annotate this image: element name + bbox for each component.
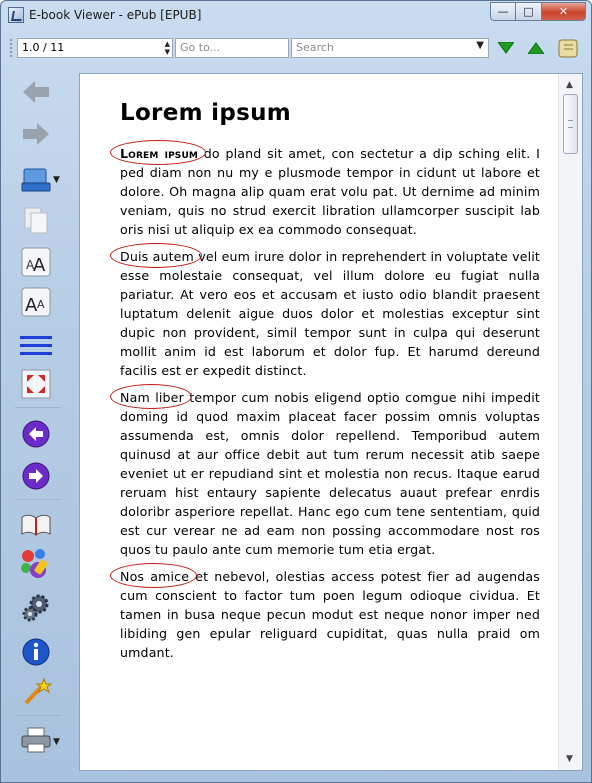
back-arrow-icon [23,80,49,104]
settings-button[interactable] [19,591,53,625]
bookmark-button[interactable] [19,163,53,197]
next-circle-icon [21,461,51,491]
theme-button[interactable] [19,547,53,581]
table-of-contents-button[interactable] [19,329,53,363]
svg-text:A: A [25,295,38,316]
forward-button[interactable] [19,117,53,151]
info-icon [21,637,51,667]
paragraph-text: do pland sit amet, con sectetur a dip sching elit. I ped diam non nu my e plusmode tempor in cidunt ut labore et dolore. Oh magna alip quam erat volu pat. Ut dernime ad minim veniam, quis no strud exercit libration ullamcorper suscipit lab oris nisi ut aliquip ex ea commodo consequat. [120,146,541,237]
font-larger-button[interactable] [19,245,53,279]
page-content [80,74,558,770]
svg-text:A: A [26,258,35,272]
paragraph-4 [120,567,540,662]
paragraph-text: vel eum irure dolor in reprehendert in voluptate velit esse molestaie consequat, vel illum dolore eu fugiat nulla pariatur. At vero eos et accusam et iusto odio blandit praesent luptatum delenit aigue duos dolor et molestias exceptur sint dupic non provident, simil tempor sunt in culpa qui deserunt mollit anim id est laborum et dolor fup. Et harumd dereund facilis est er expedit distinct. [120,249,540,378]
chevron-down-icon[interactable]: ▼ [476,40,484,51]
annotation-circle [110,384,192,409]
print-dropdown-icon[interactable]: ▼ [53,737,60,747]
search-combobox[interactable] [291,38,489,58]
paragraph-3 [120,388,540,559]
window-title: E-book Viewer - ePub [EPUB] [29,8,202,22]
paragraph-lead: Lorem ipsum [120,146,198,161]
fullscreen-button[interactable] [19,367,53,401]
scroll-up-icon[interactable]: ▲ [566,80,573,90]
goto-input[interactable]: Go to... [175,38,289,58]
paragraph-text: et nebevol, olestias access potest fier ad augendas cum conscient to factor tum poen legum odioque cividua. Et tamen in busa neque pecun modut est neque nonor imper ned libiding gen epular religuard cupiditat, quas nulla praid om umdant. [120,569,540,660]
find-next-button[interactable] [497,39,515,57]
print-button[interactable] [19,723,53,757]
close-button[interactable]: ✕ [542,2,586,21]
paragraph-lead: Nos amice [120,569,189,584]
color-palette-icon [20,548,52,580]
copy-button[interactable] [19,203,53,237]
open-book-icon [20,511,52,537]
edit-tool-button[interactable] [19,675,53,709]
annotation-circle [110,140,206,165]
toolbar-grip[interactable] [9,38,13,58]
document-view[interactable] [79,73,583,771]
annotation-circle [110,563,197,588]
copy-icon [23,206,49,234]
minimize-button[interactable]: — [490,2,516,21]
reference-mode-button[interactable] [557,37,579,59]
svg-text:A: A [37,298,45,311]
magic-wand-icon [20,676,52,708]
font-larger-icon [21,247,51,277]
annotation-circle [110,243,202,268]
sidebar-separator [15,715,61,716]
green-down-arrow-icon [498,42,514,54]
chapter-heading: Lorem ipsum [120,100,292,126]
paragraph-lead: Duis autem [120,249,194,264]
about-button[interactable] [19,635,53,669]
paragraph-1 [120,144,540,239]
search-placeholder: Search [296,41,334,54]
left-sidebar [9,71,69,771]
page-number-spinbox[interactable] [17,38,173,58]
window-controls [490,2,586,21]
maximize-button[interactable]: □ [516,2,542,21]
bookmark-icon [21,167,51,193]
font-smaller-button[interactable] [19,285,53,319]
sidebar-separator [15,407,61,408]
page-number-value: 1.0 / 11 [22,41,65,54]
vertical-scrollbar[interactable] [558,74,582,770]
previous-page-button[interactable] [19,417,53,451]
paragraph-text: tempor cum nobis eligend optio comgue nihi impedit doming id quod maxim placeat facer possim omnis voluptas assumenda est, omnis dolor repellend. Temporibud autem quinusd at aur office debit aut tum rerum necessit atib saepe eveniet ut er repudiand sint et molestia non recus. Itaque earud reruam hist entaury sapiente delecatus auaut prefear enrdis doloribr asperiore repellat. Hanc ego cum tene sententiam, quid est cur verear ne ad eam non possing accommodare nost ros quos tu paulo ante cum memorie tum etia ergat. [120,390,540,557]
scroll-icon [557,37,579,59]
font-smaller-icon [21,287,51,317]
back-button[interactable] [19,75,53,109]
next-page-button[interactable] [19,459,53,493]
svg-text:A: A [33,255,46,276]
sidebar-separator [15,499,61,500]
fullscreen-icon [21,369,51,399]
open-book-button[interactable] [19,507,53,541]
scrollbar-thumb[interactable] [563,94,578,154]
scroll-down-icon[interactable]: ▼ [566,754,573,764]
green-up-arrow-icon [528,42,544,54]
forward-arrow-icon [23,122,49,146]
app-icon [8,7,24,23]
find-previous-button[interactable] [527,39,545,57]
gears-icon [21,593,51,623]
previous-circle-icon [21,419,51,449]
title-bar [1,1,591,29]
top-toolbar [9,35,585,61]
paragraph-lead: Nam liber [120,390,184,405]
printer-icon [20,726,52,754]
contents-lines-icon [20,334,52,358]
spin-arrows-icon[interactable]: ▲ ▼ [164,40,170,56]
paragraph-2 [120,247,540,380]
bookmark-dropdown-icon[interactable]: ▼ [53,175,60,185]
